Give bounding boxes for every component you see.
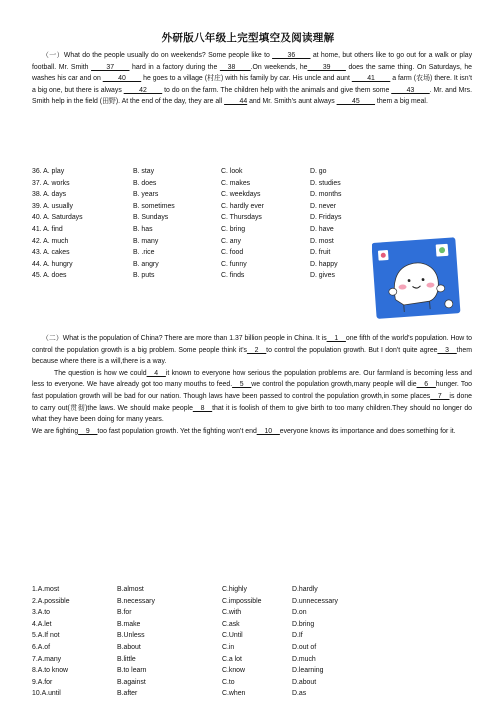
option: 38. A. days xyxy=(32,191,67,199)
option: B.little xyxy=(117,655,136,663)
option: B.for xyxy=(117,609,132,617)
option: C.ask xyxy=(222,620,240,628)
option: D.out of xyxy=(292,643,317,651)
option: 39. A. usually xyxy=(32,202,73,210)
passage-text: （二）What is the population of China? There are more than 1.37 billion people in China. It is xyxy=(42,335,327,342)
blank-38: __38____ xyxy=(219,63,251,71)
option: 43. A. cakes xyxy=(32,249,70,257)
option: C.highly xyxy=(222,586,247,593)
option: B.after xyxy=(117,690,138,698)
passage-text: . Mr. and Mrs. Smith help in the field (田野). At the end of the day, they are all xyxy=(32,86,473,106)
option: 44. A. hungry xyxy=(32,260,73,268)
passage-text: .On weekends, he xyxy=(250,63,308,71)
option: 7.A.many xyxy=(32,655,62,663)
option: C.a lot xyxy=(222,655,242,663)
option: D.much xyxy=(292,655,316,663)
option: 5.A.If not xyxy=(32,632,60,640)
blank-39: ____39____ xyxy=(307,63,346,71)
option-row-37 xyxy=(32,178,472,190)
option: C. bring xyxy=(221,225,246,233)
option: C. hardly ever xyxy=(221,202,264,210)
passage-text: them because where there is a will,there is a way. xyxy=(32,346,472,366)
option: C.Until xyxy=(222,632,243,640)
blank-8: __8__ xyxy=(192,404,213,412)
passage-text: The question is how we could xyxy=(54,369,147,377)
cartoon-face-icon xyxy=(372,234,462,324)
cartoon-sticker xyxy=(372,234,462,324)
blank-2: __2__ xyxy=(246,346,267,354)
option: D.unnecessary xyxy=(292,597,338,605)
blank-4: __4__ xyxy=(146,369,166,377)
passage-text: everyone knows its importance and does something for it. xyxy=(279,427,456,435)
option: 6.A.of xyxy=(32,643,51,651)
option: D. months xyxy=(310,191,342,199)
option: C. Thursdays xyxy=(221,214,262,222)
passage-text: too fast population growth. Yet the fighting won’t end xyxy=(97,427,257,435)
option: C. makes xyxy=(221,179,251,187)
blank-36: ____36____ xyxy=(272,52,311,59)
passage-text: at home, but others like to go out for a walk or play football. Mr. Smith xyxy=(32,52,473,71)
option-row-6 xyxy=(32,642,472,654)
option: 37. A. works xyxy=(32,179,70,187)
passage-text: hunger. Too fast population growth will be bad for our nation. Though laws have been passed to control the population growth,in some places xyxy=(32,381,472,400)
option: B. puts xyxy=(133,272,155,280)
option-row-40 xyxy=(32,212,472,224)
option: B. stay xyxy=(133,168,155,175)
option: B. has xyxy=(133,225,153,233)
passage-text: it known to everyone how serious the population problems are. Our farmland is becoming less and less to everyone. We have already got too many mouths to feed. xyxy=(32,369,472,389)
passage-text: to do on the farm. The children help with the animals and give them some xyxy=(164,86,390,94)
option: 41. A. find xyxy=(32,225,63,233)
option: C.know xyxy=(222,667,245,675)
option: C.with xyxy=(222,609,242,617)
option: B. angry xyxy=(133,260,159,268)
blank-10: __10__ xyxy=(256,427,280,435)
passage-text: we control the population growth,many people will die xyxy=(251,381,417,389)
option: B. .rice xyxy=(133,249,155,257)
option: D.on xyxy=(292,609,307,617)
passage-text: to control the population growth. But I don’t quite agree xyxy=(266,346,438,354)
option: D. happy xyxy=(310,260,338,268)
option: D.If xyxy=(292,632,303,640)
passage-text: hard in a factory during the xyxy=(132,63,218,71)
option: B.almost xyxy=(117,586,144,593)
option: B.necessary xyxy=(117,597,155,605)
option-row-7 xyxy=(32,654,472,666)
option: B. years xyxy=(133,191,159,199)
option: B.about xyxy=(117,643,141,651)
option: 42. A. much xyxy=(32,237,69,245)
passage-text: that it is foolish of them to give birth to too many children.They should no longer do what they have been doing for many years. xyxy=(32,404,473,424)
option-row-36 xyxy=(32,166,472,178)
option: C.to xyxy=(222,678,235,686)
option: 3.A.to xyxy=(32,609,51,617)
option: B. Sundays xyxy=(133,214,169,222)
option-row-9 xyxy=(32,677,472,689)
passage-text: We are fighting xyxy=(32,427,79,435)
option: D.about xyxy=(292,678,317,686)
option: D. Fridays xyxy=(310,214,342,222)
passage-text: he goes to a village (村庄) with his family by car. His uncle and aunt xyxy=(143,75,350,83)
blank-40: ____40____ xyxy=(102,75,142,83)
option-row-8 xyxy=(32,665,472,677)
option-row-5 xyxy=(32,630,472,642)
option-row-1 xyxy=(32,584,472,596)
option: B.against xyxy=(117,678,146,686)
option: 1.A.most xyxy=(32,586,60,593)
option: D.learning xyxy=(292,667,324,675)
option: D. go xyxy=(310,168,327,175)
option: D.hardly xyxy=(292,586,318,593)
passage-2 xyxy=(32,333,472,437)
option: B.to learn xyxy=(117,667,147,675)
option-row-4 xyxy=(32,619,472,631)
option: D. gives xyxy=(310,272,335,280)
option-row-3 xyxy=(32,607,472,619)
option-row-38 xyxy=(32,189,472,201)
passage-text: a farm (农场) there. It isn’t a big one, but there is always xyxy=(32,75,472,94)
option: C. funny xyxy=(221,260,247,268)
option: D. fruit xyxy=(310,249,331,257)
passage-text: is done to carry out(贯彻)the laws. We should make people xyxy=(32,392,472,412)
option: B.make xyxy=(117,620,141,628)
option: C. look xyxy=(221,168,243,175)
option: B. sometimes xyxy=(133,202,175,210)
blank-6: __6__ xyxy=(416,381,436,389)
option: B. does xyxy=(133,179,157,187)
blank-9: __9__ xyxy=(78,427,98,435)
passage-text: and Mr. Smith’s aunt always xyxy=(249,98,335,106)
option: 40. A. Saturdays xyxy=(32,214,83,222)
option: 36. A. play xyxy=(32,168,65,175)
blank-5: __5__ xyxy=(232,381,252,389)
option: C. food xyxy=(221,249,244,257)
option: 45. A. does xyxy=(32,272,67,280)
blank-7: __7__ xyxy=(430,392,450,400)
option-row-2 xyxy=(32,596,472,608)
passage-2-paragraph-2 xyxy=(32,368,472,426)
passage-2-paragraph-3 xyxy=(32,426,472,438)
option: C. finds xyxy=(221,272,245,280)
blank-1: __1__ xyxy=(326,335,346,342)
passage-text: them a big meal. xyxy=(376,98,428,106)
option: D. studies xyxy=(310,179,341,187)
option: B. many xyxy=(133,237,159,245)
option: C. any xyxy=(221,237,241,245)
option: D. have xyxy=(310,225,334,233)
options-2 xyxy=(32,584,472,700)
option: C.impossible xyxy=(222,597,262,605)
blank-41: ____41____ xyxy=(351,75,391,83)
option: C. weekdays xyxy=(221,191,261,199)
blank-44: ____44 xyxy=(224,98,248,106)
passage-2-paragraph-1 xyxy=(32,333,472,368)
option: B.Unless xyxy=(117,632,145,640)
page-title: 外研版八年级上完型填空及阅读理解 xyxy=(161,32,335,44)
passage-text: （一）What do the people usually do on weekends? Some people like to xyxy=(42,52,270,59)
option: 10.A.until xyxy=(32,690,61,698)
option-row-10 xyxy=(32,688,472,700)
passage-1 xyxy=(32,50,472,108)
option: D. most xyxy=(310,237,334,245)
option-row-39 xyxy=(32,201,472,213)
option: D. never xyxy=(310,202,337,210)
passage-text: one fifth of the world’s population. How to control the population growth is a big problem. Some people think it’s xyxy=(32,335,472,354)
option: D.as xyxy=(292,690,307,698)
option: D.bring xyxy=(292,620,315,628)
option: 2.A.possible xyxy=(32,597,70,605)
blank-42: ____42____ xyxy=(123,86,163,94)
option: 4.A.let xyxy=(32,620,52,628)
blank-45: ____45____ xyxy=(336,98,375,106)
blank-3: __3__ xyxy=(437,346,457,354)
option: 8.A.to know xyxy=(32,667,69,675)
blank-37: ____37____ xyxy=(91,63,130,71)
passage-text: does the same thing. On Saturdays, he washes his car and on xyxy=(32,63,472,83)
option: C.in xyxy=(222,643,235,651)
option: 9.A.for xyxy=(32,678,53,686)
blank-43: ____43____ xyxy=(391,86,430,94)
passage-1-text xyxy=(32,50,472,108)
option: C.when xyxy=(222,690,246,698)
